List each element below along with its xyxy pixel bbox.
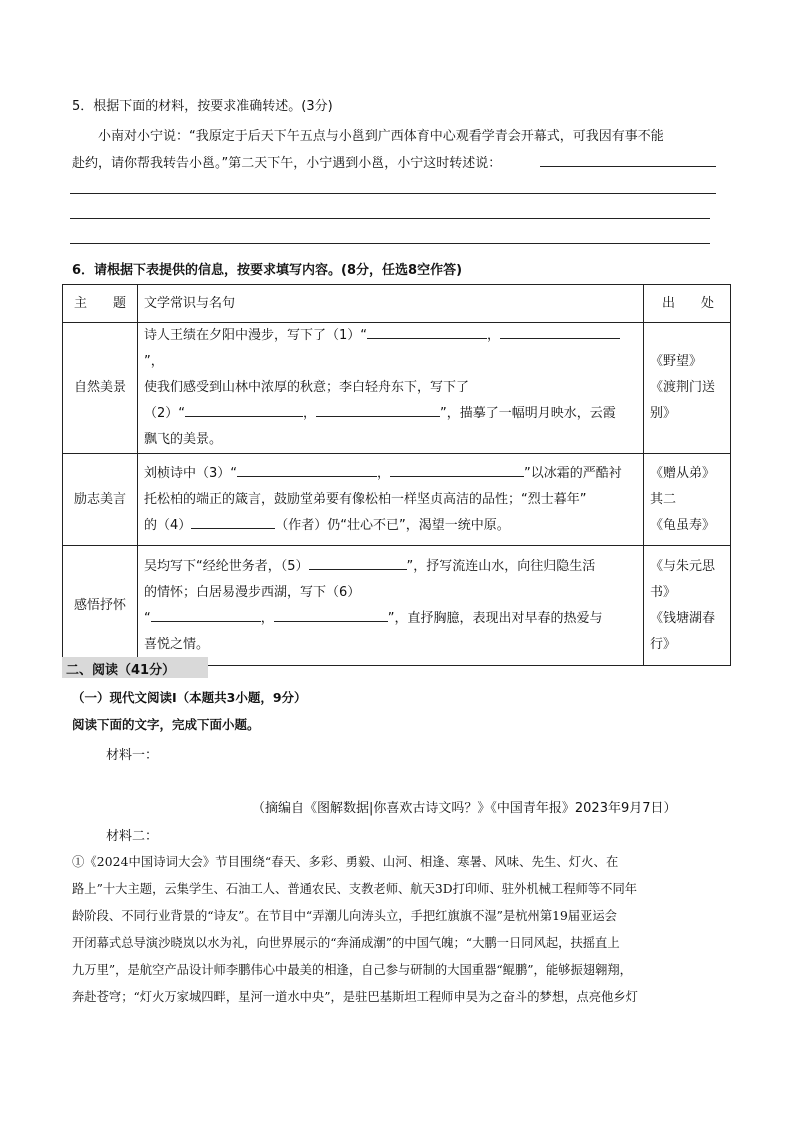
header-topic: 主 题: [63, 285, 138, 323]
q5-answer-line-3[interactable]: [70, 243, 710, 244]
paragraph-line: 奔赴苍穹；“灯火万家城四畔，星河一道水中央”，是驻巴基斯坦工程师申昊为之奋斗的梦想，点亮他乡灯: [72, 990, 638, 1004]
table-row: [63, 323, 731, 454]
header-content: 文学常识与名句: [138, 285, 644, 323]
material-one-label: 材料一：: [106, 748, 159, 763]
paragraph-line: 路上”十大主题，云集学生、石油工人、普通农民、支教老师、航天3D打印师、驻外机械工程师等不同年: [72, 882, 638, 896]
blank-1a[interactable]: [367, 324, 487, 339]
blank-2a[interactable]: [185, 402, 303, 417]
blank-6b[interactable]: [274, 607, 388, 622]
material-one-citation: （摘编自《图解数据|你喜欢古诗文吗？》《中国青年报》2023年9月7日）: [252, 801, 677, 816]
blank-2b[interactable]: [316, 402, 440, 417]
q5-answer-blank-inline[interactable]: [540, 166, 716, 167]
blank-6a[interactable]: [151, 607, 261, 622]
blank-3a[interactable]: [237, 462, 377, 477]
row-source: 《赠从弟》 其二 《龟虽寿》: [644, 454, 731, 546]
row-content: 诗人王绩在夕阳中漫步，写下了（1）“ ，”， 使我们感受到山林中浓厚的秋意；李白轻舟东下，写下了 （2）“ ， ”，描摹了一幅明月映水，云霞 飘飞的美景。: [138, 323, 644, 454]
q5-answer-line-2[interactable]: [70, 218, 710, 219]
paragraph-line: 龄阶段、不同行业背景的“诗友”。在节目中“弄潮儿向涛头立，手把红旗旗不湿”是杭州第19届亚运会: [72, 909, 617, 923]
row-content: 刘桢诗中（3）“ ， ”以冰霜的严酷衬 托松柏的端正的箴言，鼓励堂弟要有像松柏一样坚贞高洁的品性；“烈士暮年” 的（4） （作者）仍“壮心不已”，渴望一统中原。: [138, 454, 644, 546]
blank-1b[interactable]: [500, 324, 620, 339]
subsection-title: （一）现代文阅读Ⅰ（本题共3小题，9分）: [72, 690, 307, 705]
reading-instruction: 阅读下面的文字，完成下面小题。: [72, 717, 260, 732]
row-topic: 感悟抒怀: [63, 546, 138, 666]
row-source: 《与朱元思 书》 《钱塘湖春 行》: [644, 546, 731, 666]
table-row: [63, 546, 731, 666]
blank-4[interactable]: [191, 514, 275, 529]
section-title: 二、阅读（41分）: [66, 663, 176, 678]
paragraph-line: ①《2024中国诗词大会》节目围绕“春天、多彩、勇毅、山河、相逢、寒暑、风味、先生、灯火、在: [72, 855, 619, 869]
row-source: 《野望》 《渡荆门送 别》: [644, 323, 731, 454]
literature-table: [62, 284, 731, 666]
blank-5[interactable]: [309, 555, 407, 570]
header-source: 出 处: [644, 285, 731, 323]
table-header-row: [63, 285, 731, 323]
q6-title: 6．请根据下表提供的信息，按要求填写内容。(8分，任选8空作答): [72, 263, 463, 278]
paragraph-line: 九万里”，是航空产品设计师李鹏伟心中最美的相逢，自己参与研制的大国重器“鲲鹏”，能够振翅翱翔，: [72, 963, 632, 977]
material-two-label: 材料二：: [106, 829, 159, 844]
blank-3b[interactable]: [390, 462, 524, 477]
row-content: 吴均写下“经纶世务者，（5） ”，抒写流连山水，向往归隐生活 的情怀；白居易漫步西湖，写下（6） “ ， ”，直抒胸臆，表现出对早春的热爱与 喜悦之情。: [138, 546, 644, 666]
q5-answer-line-1[interactable]: [70, 193, 716, 194]
table-row: [63, 454, 731, 546]
row-topic: 自然美景: [63, 323, 138, 454]
paragraph-line: 开闭幕式总导演沙晓岚以水为礼，向世界展示的“奔涌成潮”的中国气魄；“大鹏一日同风起，扶摇直上: [72, 936, 620, 950]
q5-material-line-2: 赴约，请你帮我转告小邕。”第二天下午，小宁遇到小邕，小宁这时转述说：: [72, 156, 502, 171]
row-topic: 励志美言: [63, 454, 138, 546]
q5-material-line-1: 小南对小宁说：“我原定于后天下午五点与小邕到广西体育中心观看学青会开幕式，可我因有事不能: [98, 129, 664, 144]
q5-title: 5．根据下面的材料，按要求准确转述。(3分): [72, 99, 333, 114]
